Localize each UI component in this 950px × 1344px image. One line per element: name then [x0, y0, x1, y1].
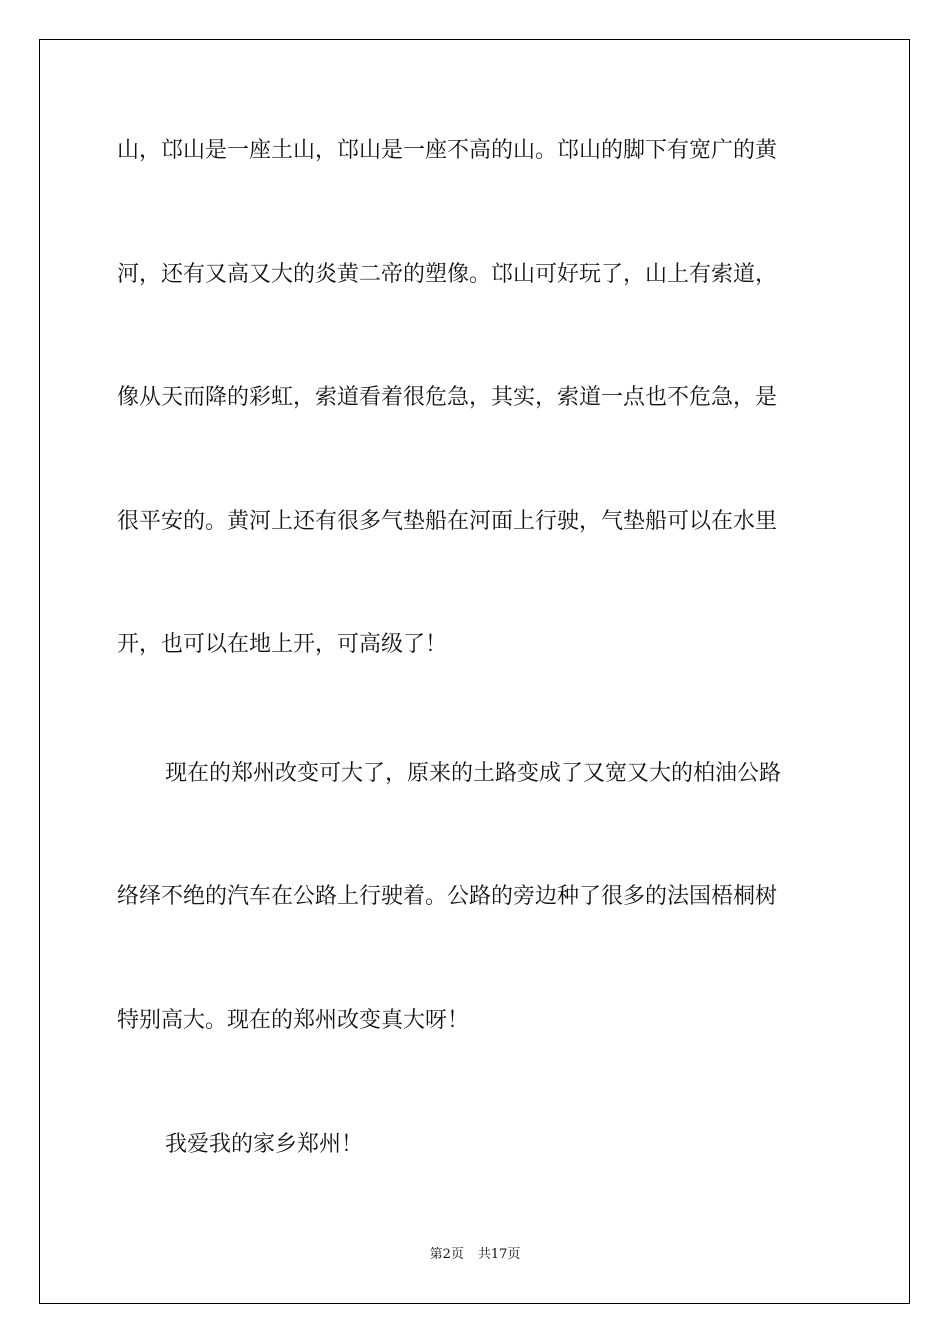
page-number: 第2页 [429, 1247, 464, 1262]
text-line-5: 开，也可以在地上开，可高级了！ [117, 632, 448, 657]
text-line-9: 我爱我的家乡郑州！ [165, 1132, 364, 1157]
page-footer [0, 1245, 950, 1265]
text-line-2: 河，还有又高又大的炎黄二帝的塑像。邙山可好玩了，山上有索道， [117, 262, 778, 287]
page-border [39, 39, 910, 1304]
text-line-3: 像从天而降的彩虹，索道看着很危急，其实，索道一点也不危急，是 [117, 385, 778, 410]
text-line-8: 特别高大。现在的郑州改变真大呀！ [117, 1008, 470, 1033]
text-line-7: 络绎不绝的汽车在公路上行驶着。公路的旁边种了很多的法国梧桐树 [117, 884, 778, 909]
text-line-1: 山，邙山是一座土山，邙山是一座不高的山。邙山的脚下有宽广的黄 [117, 138, 778, 163]
text-line-6: 现在的郑州改变可大了，原来的土路变成了又宽又大的柏油公路 [165, 761, 782, 786]
text-line-4: 很平安的。黄河上还有很多气垫船在河面上行驶，气垫船可以在水里 [117, 509, 778, 534]
page-total: 共17页 [477, 1247, 521, 1262]
